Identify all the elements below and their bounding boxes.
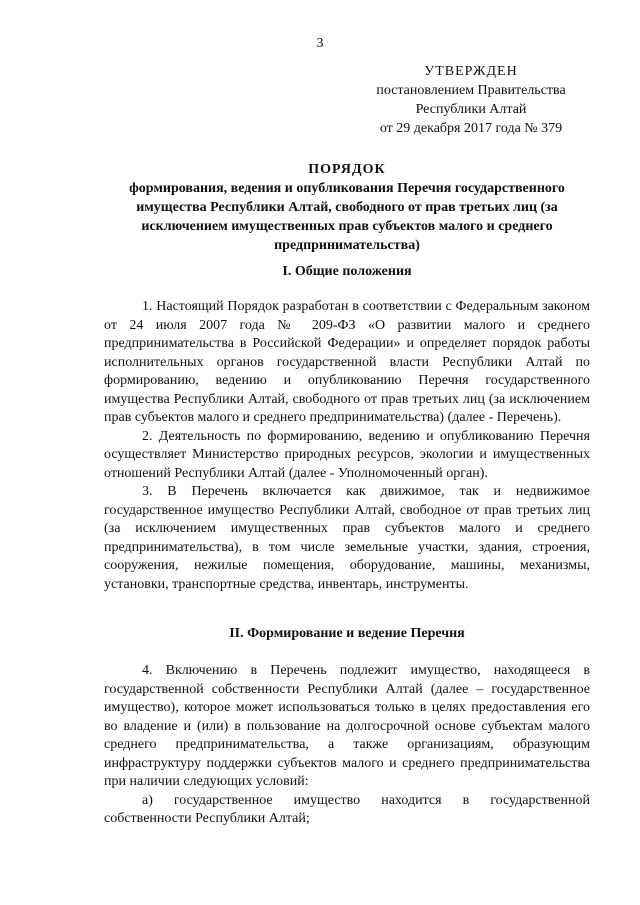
- paragraph-4a: а) государственное имущество находится в государственной собственности Республики Алтай;: [104, 792, 590, 826]
- title-main: ПОРЯДОК: [308, 162, 386, 177]
- paragraph-2: 2. Деятельность по формированию, ведению и опубликованию Перечня осуществляет Министерство природных ресурсов, экологии и имущественных отношений Республики Алтай (далее - Уполномоченный орган).: [104, 428, 590, 481]
- section-2-body: [104, 662, 590, 829]
- approval-line: Республики Алтай: [415, 102, 527, 117]
- paragraph-3: 3. В Перечень включается как движимое, так и недвижимое государственное имущество Республики Алтай, свободное от прав третьих лиц (за исключением имущественных прав субъектов малого и среднего предпринимательства), в том числе земельные участки, здания, строения, сооружения, нежилые помещения, оборудование, машины, механизмы, установки, транспортные средства, инвентарь, инструменты.: [104, 484, 590, 592]
- paragraph-1: 1. Настоящий Порядок разработан в соответствии с Федеральным законом от 24 июля 2007 года № 209-ФЗ «О развитии малого и среднего предпринимательства в Российской Федерации» и определяет порядок работы исполнительных органов государственной власти Республики Алтай по формированию, ведению и опубликованию Перечня государственного имущества Республики Алтай, свободного от прав третьих лиц (за исключением прав субъектов малого и среднего предпринимательства) (далее - Перечень).: [104, 299, 590, 425]
- document-title: [104, 160, 590, 255]
- section-heading-2: II. Формирование и ведение Перечня: [229, 626, 465, 641]
- section-heading-1: I. Общие положения: [282, 264, 412, 279]
- approval-line: постановлением Правительства: [376, 83, 566, 98]
- page-number: 3: [316, 36, 324, 51]
- approval-title: УТВЕРЖДЕН: [424, 64, 518, 79]
- approval-date: от 29 декабря 2017 года № 379: [379, 121, 563, 136]
- paragraph-4: 4. Включению в Перечень подлежит имущество, находящееся в государственной собственности Республики Алтай (далее – государственное имущество), которое может использоваться только в целях предоставления его во владение и (или) в пользование на долгосрочной основе субъектам малого среднего предпринимательства, а также организациям, образующим инфраструктуру поддержки субъектов малого и среднего предпринимательства при наличии следующих условий:: [104, 663, 590, 789]
- section-1-body: [104, 298, 590, 594]
- approval-stamp: [356, 62, 586, 138]
- title-subtitle: формирования, ведения и опубликования Перечня государственного имущества Республики Алтай, свободного от прав третьих лиц (за исключением имущественных прав субъектов малого и среднего предпринимательства): [129, 181, 565, 253]
